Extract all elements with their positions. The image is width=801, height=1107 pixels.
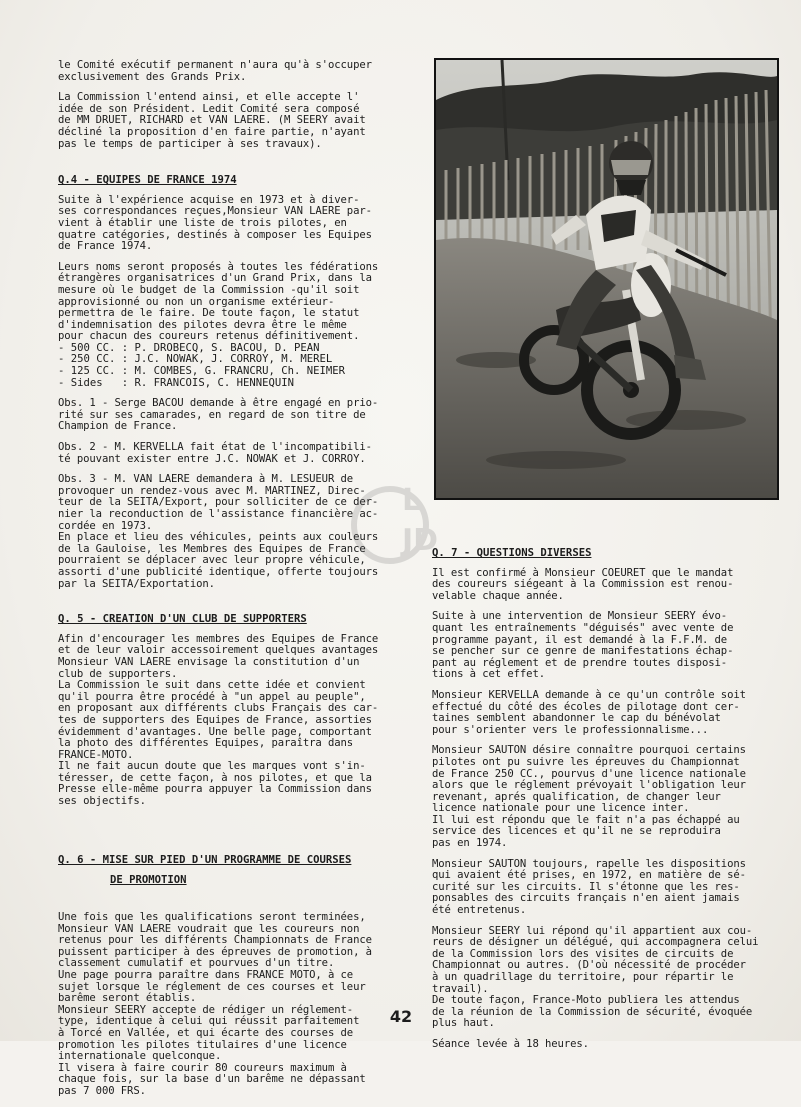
observation-2: Obs. 2 - M. KERVELLA fait état de l'incompatibili- té pouvant exister entre J.C. NOWAK et J. CORROY.: [58, 441, 372, 465]
paragraph-q4-3: En place et lieu des véhicules, peints aux couleurs de la Gauloise, les Membres des Equipes de France pourraient se déplacer avec leur propre véhicule, assorti d'une publicité identique, offerte toujours par la SEITA/Exportation.: [58, 531, 379, 590]
heading-q4: Q.4 - EQUIPES DE FRANCE 1974: [58, 174, 237, 187]
team-list-item: - 250 CC. : J.C. NOWAK, J. CORROY, M. MEREL: [58, 353, 333, 366]
heading-q5: Q. 5 - CREATION D'UN CLUB DE SUPPORTERS: [58, 613, 307, 626]
team-list-item: - 500 CC. : P. DROBECQ, S. BACOU, D. PEAN: [58, 341, 320, 354]
team-list-item: - 125 CC. : M. COMBES, G. FRANCRU, Ch. NEIMER: [58, 365, 346, 378]
paragraph-q7-1: Il est confirmé à Monsieur COEURET que le mandat des coureurs siégeant à la Commission est renou- velable chaque année.: [432, 566, 734, 602]
paragraph-q7-2: Suite à une intervention de Monsieur SEERY évo- quant les entraînements "déguisés" avec vente de programme payant, il est demandé à la F.F.M. de se pencher sur ce genre de manifestations échap- pant au réglement et de prendre toutes disposi- tions à cet effet.: [432, 610, 734, 681]
heading-q7: Q. 7 - QUESTIONS DIVERSES: [432, 547, 592, 559]
left-column: [58, 60, 410, 1107]
paragraph-intro: le Comité exécutif permanent n'aura qu'à s'occuper exclusivement des Grands Prix.: [58, 59, 372, 83]
page-number: 42: [389, 1007, 413, 1026]
svg-text:JD: JD: [402, 523, 439, 558]
motocross-rider-photo: [434, 58, 779, 500]
observation-1: Obs. 1 - Serge BACOU demande à être engagé en prio- rité sur ses camarades, en regard de son titre de Champion de France.: [58, 397, 379, 433]
team-list: [58, 343, 410, 389]
heading-q6-line1: Q. 6 - MISE SUR PIED D'UN PROGRAMME DE COURSES: [58, 854, 352, 867]
heading-q6-line2: DE PROMOTION: [110, 873, 187, 886]
paragraph-q7-closing: Séance levée à 18 heures.: [432, 1037, 589, 1050]
paragraph-q7-6: Monsieur SEERY lui répond qu'il appartient aux cou- reurs de désigner un délégué, qui accompagnera celui de la Commission lors des visites de circuits de Championnat ou autres. (D'où nécessité de procéder à un quadrillage du territoire, pour répartir le travail). De toute façon, France-Moto publiera les attendus de la réunion de la Commission de sécurité, évoquée plus haut.: [432, 924, 759, 1030]
right-column: [432, 548, 782, 1060]
observation-3: Obs. 3 - M. VAN LAERE demandera à M. LESUEUR de provoquer un rendez-vous avec M. MARTINEZ, Direc- teur de la SEITA/Export, pour solliciter de ce der- nier la reconduction de l'assistance financière ac- cordée en 1973.: [58, 473, 379, 532]
paragraph-q7-4: Monsieur SAUTON désire connaître pourquoi certains pilotes ont pu suivre les épreuves du Championnat de France 250 CC., pourvus d'une licence nationale alors que le réglement prévoyait l'obligation leur revenant, aprés qualification, de changer leur licence nationale pour une licence inter. Il lui est répondu que le fait n'a pas échappé au service des licences et qu'il ne se reproduira pas en 1974.: [432, 744, 746, 850]
team-list-item: - Sides : R. FRANCOIS, C. HENNEQUIN: [58, 376, 294, 389]
paragraph-q7-3: Monsieur KERVELLA demande à ce qu'un contrôle soit effectué du côté des écoles de pilotage dont cer- taines semblent abandonner le cap du bénévolat pour s'orienter vers le professionnalisme...: [432, 688, 746, 736]
paragraph-q6: Une fois que les qualifications seront terminées, Monsieur VAN LAERE voudrait que les coureurs non retenus pour les différents Championnats de France puissent participer à des épreuves de promotion, à classement cumulatif et pourvues d'un titre. Une page pourra paraître dans FRANCE MOTO, à ce sujet lorsque le réglement de ces courses et leur barême seront établis. Monsieur SEERY accepte de rédiger un réglement- type, identique à celui qui réussit parfaitement à Torcé en Vallée, et qui écarte des courses de promotion les pilotes titulaires d'une licence internationale quelconque. Il visera à faire courir 80 coureurs maximum à chaque fois, sur la base d'un barême ne dépassant pas 7 000 FRS.: [58, 911, 372, 1097]
heading-q6: [58, 844, 410, 898]
paragraph-q4-2: Leurs noms seront proposés à toutes les fédérations étrangères organisatrices d'un Grand Prix, dans la mesure où le budget de la Commission -qu'il soit approvisionné ou non un organisme extérieur- permettra de le faire. De toute façon, le statut d'indemnisation des pilotes devra être le même pour chacun des coureurs retenus définitivement.: [58, 260, 379, 343]
paragraph-q5: Afin d'encourager les membres des Equipes de France et de leur valoir accessoirement quelques avantages Monsieur VAN LAERE envisage la constitution d'un club de supporters. La Commission le suit dans cette idée et convient qu'il pourra être procédé à "un appel au peuple", en proposant aux différents clubs Français des car- tes de supporters des Equipes de France, assorties évidemment d'avantages. Une belle page, comportant la photo des différentes Equipes, paraîtra dans FRANCE-MOTO. Il ne fait aucun doute que les marques vont s'in- téresser, de cette façon, à nos pilotes, et que la Presse elle-même pourra appuyer la Commission dans ses objectifs.: [58, 632, 379, 808]
photo-illustration: [436, 60, 777, 498]
svg-text:L: L: [402, 483, 422, 518]
paragraph-q4-1: Suite à l'expérience acquise en 1973 et à diver- ses correspondances reçues,Monsieur VAN LAERE par- vient à établir une liste de trois pilotes, en quatre catégories, destinés à composer les Equipes de France 1974.: [58, 193, 372, 253]
paragraph-q7-5: Monsieur SAUTON toujours, rapelle les dispositions qui avaient été prises, en 1972, en matière de sé- curité sur les circuits. Il s'étonne que les res- ponsables des circuits français n'en aient jamais été entretenus.: [432, 857, 746, 917]
paragraph-commission: La Commission l'entend ainsi, et elle accepte l' idée de son Président. Ledit Comité sera composé de MM DRUET, RICHARD et VAN LAERE. (M SEERY avait décliné la proposition d'en faire partie, n'ayant pas le temps de participer à ses travaux).: [58, 91, 366, 150]
